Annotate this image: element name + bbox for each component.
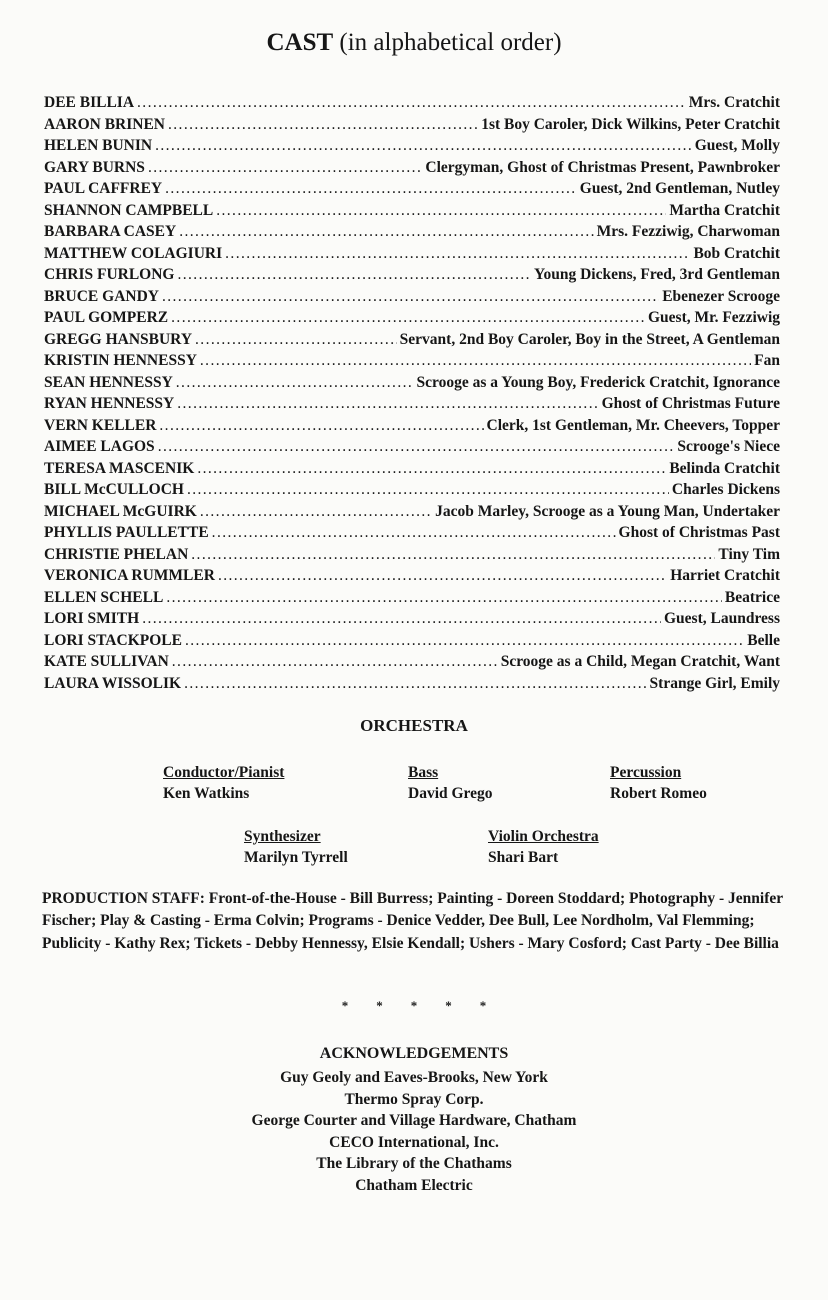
actor-name: VERN KELLER xyxy=(44,416,157,434)
orchestra-member-conductor xyxy=(163,762,284,804)
role-name: Guest, Mr. Fezziwig xyxy=(648,309,780,326)
actor-name: PHYLLIS PAULLETTE xyxy=(44,524,209,541)
instrument-label: Percussion xyxy=(610,764,682,781)
dot-leader xyxy=(200,501,432,523)
role-name: Beatrice xyxy=(724,588,780,606)
page-title xyxy=(0,26,828,60)
role-name: Clergyman, Ghost of Christmas Present, Pawnbroker xyxy=(425,158,780,176)
cast-row xyxy=(44,651,780,673)
actor-name: LORI STACKPOLE xyxy=(44,631,182,649)
role-name: Guest, Laundress xyxy=(664,610,780,627)
dot-leader xyxy=(148,157,422,179)
dot-leader xyxy=(177,393,598,415)
dot-leader xyxy=(176,372,414,394)
cast-row xyxy=(44,157,780,179)
acknowledgement-line: Thermo Spray Corp. xyxy=(344,1090,484,1108)
cast-row xyxy=(44,286,780,308)
cast-row xyxy=(44,114,780,136)
musician-name: Robert Romeo xyxy=(610,785,707,802)
actor-name: MATTHEW COLAGIURI xyxy=(44,244,223,262)
dot-leader xyxy=(191,544,715,566)
dot-leader xyxy=(137,92,686,114)
dot-leader xyxy=(168,114,478,136)
dot-leader xyxy=(200,350,751,372)
star: * xyxy=(479,998,487,1013)
instrument-label: Violin Orchestra xyxy=(488,828,599,845)
actor-name: PAUL CAFFREY xyxy=(44,180,163,197)
cast-row xyxy=(44,329,780,351)
dot-leader xyxy=(166,587,722,609)
dot-leader xyxy=(187,479,669,501)
actor-name: MICHAEL McGUIRK xyxy=(44,502,197,520)
actor-name: BRUCE GANDY xyxy=(44,287,159,305)
role-name: Scrooge as a Child, Megan Cratchit, Want xyxy=(500,653,780,670)
role-name: Clerk, 1st Gentleman, Mr. Cheevers, Topper xyxy=(486,416,780,434)
actor-name: AARON BRINEN xyxy=(44,115,165,133)
cast-row xyxy=(44,415,780,437)
role-name: Belle xyxy=(747,631,780,649)
acknowledgement-line: The Library of the Chathams xyxy=(316,1155,512,1172)
role-name: Jacob Marley, Scrooge as a Young Man, Undertaker xyxy=(435,502,780,520)
cast-row xyxy=(44,587,780,609)
role-name: Fan xyxy=(754,352,780,369)
instrument-label: Bass xyxy=(408,764,439,781)
role-name: Servant, 2nd Boy Caroler, Boy in the Street, A Gentleman xyxy=(399,330,780,348)
actor-name: BARBARA CASEY xyxy=(44,223,177,240)
dot-leader xyxy=(179,221,593,243)
cast-row xyxy=(44,200,780,222)
title-subtitle: (in alphabetical order) xyxy=(333,29,562,56)
actor-name: HELEN BUNIN xyxy=(44,137,153,154)
role-name: Scrooge's Niece xyxy=(677,438,780,455)
actor-name: GARY BURNS xyxy=(44,158,145,176)
dot-leader xyxy=(218,565,667,587)
dot-leader xyxy=(171,307,645,329)
cast-row xyxy=(44,243,780,265)
acknowledgements-heading: ACKNOWLEDGEMENTS xyxy=(319,1045,509,1062)
cast-row xyxy=(44,522,780,544)
role-name: Tiny Tim xyxy=(718,545,780,563)
orchestra-heading: ORCHESTRA xyxy=(360,716,468,735)
dot-leader xyxy=(165,178,577,200)
dot-leader xyxy=(155,135,692,157)
cast-row xyxy=(44,501,780,523)
cast-row xyxy=(44,479,780,501)
cast-row xyxy=(44,630,780,652)
role-name: Martha Cratchit xyxy=(669,201,780,219)
dot-leader xyxy=(216,200,666,222)
role-name: Scrooge as a Young Boy, Frederick Cratchit, Ignorance xyxy=(416,373,780,391)
cast-list xyxy=(44,92,780,694)
title-bold: CAST xyxy=(266,29,334,56)
dot-leader xyxy=(158,436,675,458)
actor-name: LAURA WISSOLIK xyxy=(44,674,182,692)
actor-name: SHANNON CAMPBELL xyxy=(44,201,214,219)
actor-name: TERESA MASCENIK xyxy=(44,459,195,477)
acknowledgements-list xyxy=(0,1067,828,1196)
actor-name: BILL McCULLOCH xyxy=(44,481,184,498)
separator-stars xyxy=(0,998,828,1014)
role-name: Belinda Cratchit xyxy=(669,459,780,477)
cast-row xyxy=(44,221,780,243)
role-name: Ghost of Christmas Past xyxy=(618,524,780,541)
cast-row xyxy=(44,135,780,157)
musician-name: Shari Bart xyxy=(488,849,559,866)
role-name: Bob Cratchit xyxy=(693,244,780,262)
acknowledgement-line: George Courter and Village Hardware, Chatham xyxy=(251,1112,577,1129)
cast-row xyxy=(44,92,780,114)
orchestra-member-percussion xyxy=(610,762,707,804)
acknowledgement-line: CECO International, Inc. xyxy=(329,1133,499,1151)
role-name: Ebenezer Scrooge xyxy=(662,287,780,305)
role-name: Young Dickens, Fred, 3rd Gentleman xyxy=(533,266,780,283)
acknowledgement-line: Chatham Electric xyxy=(355,1176,473,1194)
star: * xyxy=(341,998,349,1013)
actor-name: AIMEE LAGOS xyxy=(44,438,155,455)
dot-leader xyxy=(172,651,498,673)
actor-name: CHRISTIE PHELAN xyxy=(44,545,189,563)
role-name: Harriet Cratchit xyxy=(670,567,780,584)
instrument-label: Conductor/Pianist xyxy=(163,764,285,781)
star: * xyxy=(410,998,418,1013)
dot-leader xyxy=(162,286,659,308)
cast-row xyxy=(44,393,780,415)
dot-leader xyxy=(177,264,531,286)
dot-leader xyxy=(142,608,661,630)
dot-leader xyxy=(185,630,744,652)
orchestra-member-violin xyxy=(488,826,599,868)
cast-row xyxy=(44,372,780,394)
dot-leader xyxy=(195,329,397,351)
cast-row xyxy=(44,673,780,695)
production-staff: PRODUCTION STAFF: Front-of-the-House - Bill Burress; Painting - Doreen Stoddard; Photography - Jennifer Fischer; Play & Casting - Erma Colvin; Programs - Denice Vedder, Dee Bull, Lee Nordholm, Val Flemming; Publicity - Kathy Rex; Tickets - Debby Hennessy, Elsie Kendall; Ushers - Mary Cosford; Cast Party - Dee Billia xyxy=(42,890,783,952)
instrument-label: Synthesizer xyxy=(244,828,321,845)
role-name: Guest, Molly xyxy=(694,137,780,154)
actor-name: CHRIS FURLONG xyxy=(44,266,175,283)
dot-leader xyxy=(159,415,483,437)
actor-name: RYAN HENNESSY xyxy=(44,395,175,412)
role-name: Strange Girl, Emily xyxy=(649,674,780,692)
actor-name: KATE SULLIVAN xyxy=(44,653,169,670)
cast-row xyxy=(44,264,780,286)
orchestra-member-synthesizer xyxy=(244,826,348,868)
cast-row xyxy=(44,307,780,329)
actor-name: VERONICA RUMMLER xyxy=(44,567,215,584)
cast-row xyxy=(44,178,780,200)
cast-row xyxy=(44,544,780,566)
role-name: 1st Boy Caroler, Dick Wilkins, Peter Cratchit xyxy=(481,115,780,133)
musician-name: David Grego xyxy=(408,785,493,802)
actor-name: DEE BILLIA xyxy=(44,94,135,111)
cast-row xyxy=(44,350,780,372)
star: * xyxy=(376,998,383,1013)
role-name: Ghost of Christmas Future xyxy=(601,395,780,412)
cast-row xyxy=(44,608,780,630)
actor-name: GREGG HANSBURY xyxy=(44,330,193,348)
role-name: Charles Dickens xyxy=(671,481,780,498)
dot-leader xyxy=(184,673,646,695)
cast-row xyxy=(44,436,780,458)
role-name: Mrs. Fezziwig, Charwoman xyxy=(596,223,780,240)
actor-name: KRISTIN HENNESSY xyxy=(44,352,197,369)
actor-name: LORI SMITH xyxy=(44,610,140,627)
role-name: Guest, 2nd Gentleman, Nutley xyxy=(579,180,780,197)
dot-leader xyxy=(212,522,616,544)
musician-name: Marilyn Tyrrell xyxy=(244,849,348,866)
actor-name: SEAN HENNESSY xyxy=(44,373,173,391)
dot-leader xyxy=(197,458,666,480)
actor-name: ELLEN SCHELL xyxy=(44,588,164,606)
role-name: Mrs. Cratchit xyxy=(688,94,780,111)
orchestra-member-bass xyxy=(408,762,493,804)
star: * xyxy=(445,998,452,1013)
dot-leader xyxy=(225,243,690,265)
cast-row xyxy=(44,458,780,480)
actor-name: PAUL GOMPERZ xyxy=(44,309,169,326)
acknowledgement-line: Guy Geoly and Eaves-Brooks, New York xyxy=(280,1069,548,1086)
musician-name: Ken Watkins xyxy=(163,785,250,802)
cast-row xyxy=(44,565,780,587)
